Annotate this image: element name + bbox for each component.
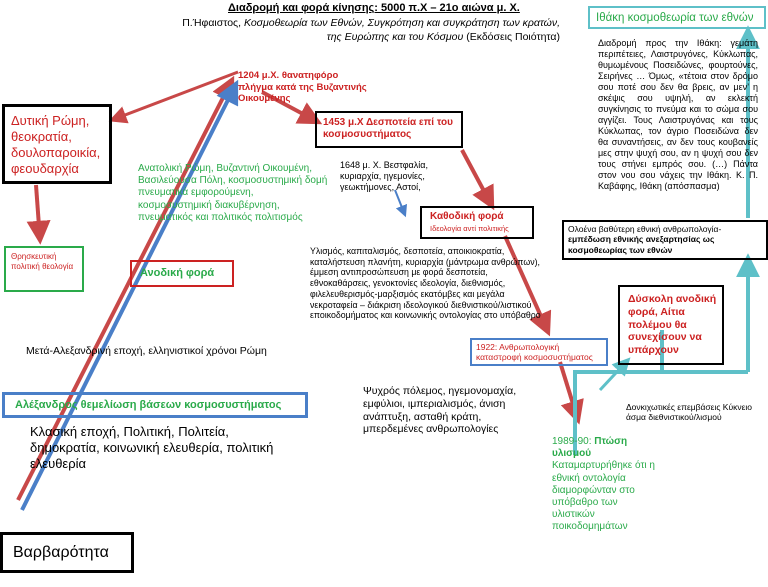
deeper-box: [562, 220, 768, 260]
descending-box: [420, 206, 534, 239]
arrow-1453-to-descending: [462, 150, 492, 206]
year-1204-text: 1204 μ.Χ. θανατηφόρο πλήγμα κατά της Βυζαντινής Οικουμένης: [238, 70, 367, 105]
source-line-2: [210, 31, 560, 44]
ithaca-title: Ιθάκη κοσμοθεωρία των εθνών: [596, 12, 754, 24]
source-title-2: της Ευρώπης και του Κόσμου: [326, 31, 464, 43]
theocratic-text: Θρησκευτική πολιτική θεολογία: [11, 252, 74, 271]
year-1453-box: [315, 111, 463, 148]
diagram-title: Διαδρομή και φορά κίνησης: 5000 π.Χ – 21ο αιώνα μ. Χ.: [228, 2, 520, 14]
difficult-text: Δύσκολη ανοδική φορά, Αίτια πολέμου θα συνεχίσουν να υπάρχουν: [628, 293, 717, 357]
ithaca-poem: Διαδρομή προς την Ιθάκη: γεμάτη περιπέτειες, Λαιστρυγόνες, Κύκλωπας, θυμωμένους Ποσειδώνες, φουρτούνες, Σειρήνες … Όμως, «τέτοια στον δρόμο σου ποτέ σου δεν θα βρεις, αν μεν’ η σκέψις σου υψηλή, αν εκλεκτή συγκίνησις το πνεύμα και το σώμα σου αγγίζει. Τους Λαιστρυγόνας και τους Κύκλωπας, τον άγριο Ποσειδώνα δεν θα συναντήσεις, αν δεν τους κουβανείς μες στην ψυχή σου, αν η ψυχή σου δεν τους στήνει εμπρός σου. (…) Πάντα στον νου σου νάχεις την Ιθάκη. Κ. Π. Καβάφης, Ιθάκη (απόσπασμα): [598, 38, 758, 191]
year-1989-block: [552, 436, 656, 534]
theocratic-box: [4, 246, 84, 292]
alexander-text: Αλέξανδρος θεμελίωση βάσεων κοσμοσυστήματος: [15, 399, 282, 411]
west-rome-text: Δυτική Ρώμη, θεοκρατία, δουλοπαροικία, φεουδαρχία: [11, 113, 101, 176]
year-1453-text: 1453 μ.Χ Δεσποτεία επί του κοσμοσυστήματος: [323, 117, 453, 141]
source-publisher: (Εκδόσεις Ποιότητα): [466, 31, 560, 43]
ascending-label: Ανοδική φορά: [140, 267, 215, 279]
quixotic-text: Δονκιχωτικές επεμβάσεις Κύκνειο άσμα διεθνιστικού/λισμού: [626, 402, 753, 423]
arrow-to-west-rome: [112, 72, 238, 120]
year-1922-text: 1922: Ανθρωπολογική καταστροφή κοσμοσυστήματος: [476, 342, 593, 363]
west-rome-box: [2, 104, 112, 184]
difficult-box: [618, 285, 724, 365]
deeper-bold: εμπέδωση εθνικής ανεξαρτησίας ως κοσμοθεωρίας των εθνών: [568, 234, 715, 255]
arrow-1648: [395, 190, 405, 215]
deeper-text: [568, 224, 766, 255]
descending-sub: Ιδεολογία αντί πολιτικής: [430, 224, 509, 233]
source-author: Π.Ήφαιστος,: [182, 17, 242, 29]
year-1648-text: 1648 μ. Χ. Βεστφαλία, κυριαρχία, ηγεμονίες, γεωκτήμονες, Αστοί,: [340, 160, 428, 192]
descending-label: Καθοδική φορά: [430, 211, 504, 222]
east-rome-text: Ανατολική Ρώμη, Βυζαντινή Οικουμένη, Βασιλεύουσα Πόλη, κοσμοσυστημική δομή πνευματικά εμφορούμενη, κοσμοσυστημική διακυβέρνηση, πνευματικός και πολιτικός πολιτισμός: [138, 163, 328, 223]
year-1989-body: Καταμαρτυρήθηκε ότι η εθνική οντολογία διαμορφώνταν στο υπόβαθρο των υλιστικών ποικοδομημάτων: [552, 460, 655, 533]
year-1922-box: [470, 338, 608, 366]
ithaca-title-box: [588, 6, 766, 29]
materialism-text: Υλισμός, καπιταλισμός, δεσποτεία, αποικιοκρατία, καταλήστευση πλανήτη, κυριαρχία (μάντρωμα ανθρώπων), έμμεση αντιπροσώπευση με φορά δεσποτεία, εθνοκαθάρσεις, γενοκτονίες ιδεολογία, διεθνισμός, φιλελευθερισμός-μαρξισμός εκατόμβες και μεγάλα νεκροταφεία – διάκριση ιδεολογικού διεθνιστικού/λιστικού εποικοδομήματος και κοινωνικής οντολογίας στο υπόβαθρο: [310, 246, 541, 321]
year-1989-bold: Πτώση υλισμού: [552, 436, 628, 460]
alexander-box: [2, 392, 308, 418]
cold-war-text: Ψυχρός πόλεμος, ηγεμονομαχία, εμφύλιοι, ιμπεριαλισμός, άνιση ανάπτυξη, ασταθή κράτη, μπερδεμένες ανθρωπολογίες: [363, 385, 517, 436]
classic-text: Κλασική εποχή, Πολιτική, Πολιτεία, δημοκρατία, κοινωνική ελευθερία, πολιτική ελευθερία: [30, 424, 274, 471]
hellenistic-text: Μετά-Αλεξανδρινή εποχή, ελληνιστικοί χρόνοι Ρώμη: [26, 345, 267, 357]
source-title: Κοσμοθεωρία των Εθνών, Συγκρότηση και συγκράτηση των κρατών,: [243, 17, 560, 29]
year-1989-head: 1989-90:: [552, 436, 592, 447]
source-line: [140, 17, 560, 30]
arrow-west-to-theocratic: [36, 185, 40, 240]
deeper-plain: Ολοένα βαθύτερη εθνική ανθρωπολογία-: [568, 224, 722, 234]
barbarity-text: Βαρβαρότητα: [13, 544, 109, 561]
ascending-box: [130, 260, 234, 287]
barbarity-box: [0, 532, 134, 573]
